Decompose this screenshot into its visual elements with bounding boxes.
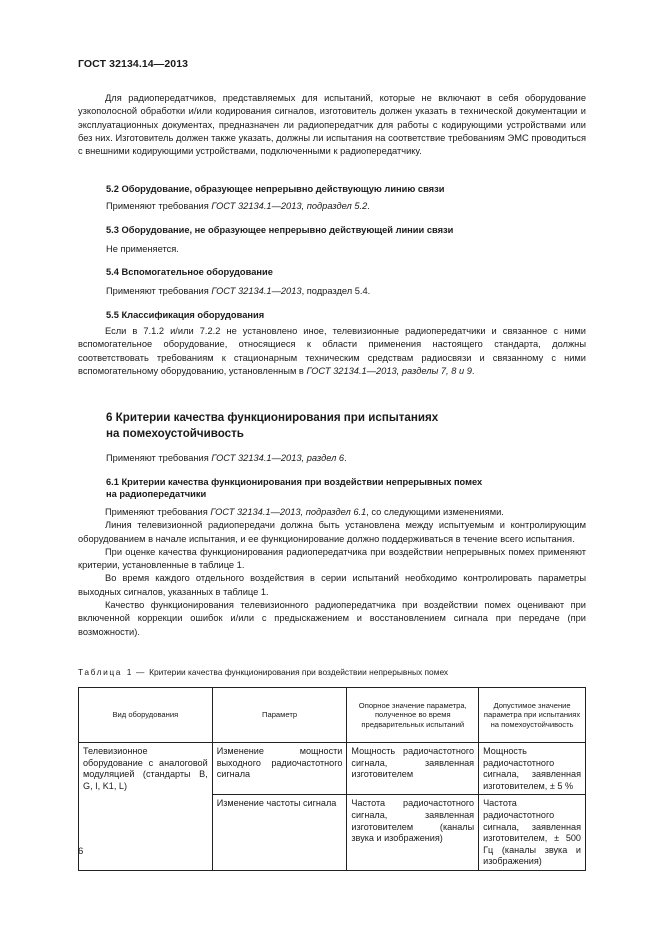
allowed-cell: Частота радиочастотного сигнала, заявленная изготовителем, ± 500 Гц (каналы звука и изображения) (479, 795, 586, 871)
section-6-1-p5: Качество функционирования телевизионного радиопередатчика при воздействии помех оценивают при включенной коррекции ошибок и/или с предыскажением и восстановлением сигнала при передаче (при возможности). (78, 600, 586, 637)
section-5-5-paragraph: Если в 7.1.2 и/или 7.2.2 не установлено иное, телевизионные радиопередатчики и связанное с ними вспомогательное оборудование, относящиеся к области применения настоящего стандарта, должны соответствовать требованиям к стационарным техническим средствам радиосвязи и связанному с ними вспомогательному оборудованию, установленным в ГОСТ 32134.1—2013, разделы 7, 8 и 9. (78, 326, 586, 376)
table-caption: Таблица 1 — Критерии качества функционирования при воздействии непрерывных помех (78, 667, 449, 677)
parameter-cell: Изменение мощности выходного радиочастотного сигнала (212, 743, 347, 795)
section-5-5-reference: ГОСТ 32134.1—2013, разделы 7, 8 и 9 (306, 365, 472, 376)
section-6-1-reference: ГОСТ 32134.1—2013, подраздел 6.1 (210, 507, 367, 517)
section-6-1-p4: Во время каждого отдельного воздействия в серии испытаний необходимо контролировать параметры выходных сигналов, указанных в таблице 1. (78, 573, 586, 597)
equipment-cell: Телевизионное оборудование с аналоговой модуляцией (стандарты B, G, I, K1, L) (79, 743, 213, 871)
section-5-3-text: Не применяется. (106, 244, 179, 254)
table-header-row (79, 688, 586, 743)
intro-paragraph (78, 92, 586, 158)
table-header-cell: Вид оборудования (79, 688, 213, 743)
section-6-reference: ГОСТ 32134.1—2013, раздел 6 (211, 453, 345, 463)
table-header-cell: Параметр (212, 688, 347, 743)
section-5-2-reference: ГОСТ 32134.1—2013, подраздел 5.2 (211, 201, 368, 211)
section-6-heading: 6 Критерии качества функционирования при испытаниях на помехоустойчивость (106, 411, 439, 440)
section-6-1-body (78, 506, 586, 639)
section-5-4-reference: ГОСТ 32134.1—2013 (211, 286, 302, 296)
criteria-table (78, 687, 586, 871)
page-number: 6 (78, 846, 84, 857)
reference-cell: Частота радиочастотного сигнала, заявленная изготовителем (каналы звука и изображения) (347, 795, 479, 871)
section-6-1-p2: Линия телевизионной радиопередачи должна быть установлена между испытуемым и контролирующим оборудованием в начале испытания, и ее функционирование должно поддерживаться в течение всего испытания. (78, 520, 586, 544)
section-5-3-heading: 5.3 Оборудование, не образующее непрерывно действующей линии связи (106, 225, 454, 235)
section-5-4-text: Применяют требования ГОСТ 32134.1—2013, подраздел 5.4. (106, 286, 371, 296)
section-6-1-heading: 6.1 Критерии качества функционирования при воздействии непрерывных помех на радиопередатчики (106, 477, 483, 499)
reference-cell: Мощность радиочастотного сигнала, заявленная изготовителем (347, 743, 479, 795)
intro-paragraph-text: Для радиопередатчиков, представляемых для испытаний, которые не включают в себя оборудование узкополосной обработки и/или кодирования сигналов, изготовитель должен указать в технической документации и эксплуатационных документах, предназначен ли радиопередатчик для работы с кодирующими устройствами или без них. Изготовитель должен также указать, должны ли испытания на соответствие требованиям ЭМС проводиться с внешними кодирующими устройствами, подключенными к радиопередатчику. (78, 93, 586, 157)
section-5-2-heading: 5.2 Оборудование, образующее непрерывно действующую линию связи (106, 184, 445, 194)
document-header-id: ГОСТ 32134.14—2013 (78, 58, 189, 70)
section-5-2-text: Применяют требования ГОСТ 32134.1—2013, подраздел 5.2. (106, 201, 370, 211)
table-row (79, 743, 586, 795)
section-5-5-heading: 5.5 Классификация оборудования (106, 310, 265, 320)
parameter-cell: Изменение частоты сигнала (212, 795, 347, 871)
section-6-1-p1: Применяют требования ГОСТ 32134.1—2013, подраздел 6.1, со следующими изменениями. (105, 507, 504, 517)
allowed-cell: Мощность радиочастотного сигнала, заявленная изготовителем, ± 5 % (479, 743, 586, 795)
table-header-cell: Допустимое значение параметра при испытаниях на помехоустойчивость (479, 688, 586, 743)
section-6-text: Применяют требования ГОСТ 32134.1—2013, раздел 6. (106, 453, 347, 463)
table-header-cell: Опорное значение параметра, полученное во время предварительных испытаний (347, 688, 479, 743)
section-5-4-heading: 5.4 Вспомогательное оборудование (106, 267, 273, 277)
section-6-1-p3: При оценке качества функционирования радиопередатчика при воздействии непрерывных помех применяют критерии, установленные в таблице 1. (78, 546, 586, 571)
